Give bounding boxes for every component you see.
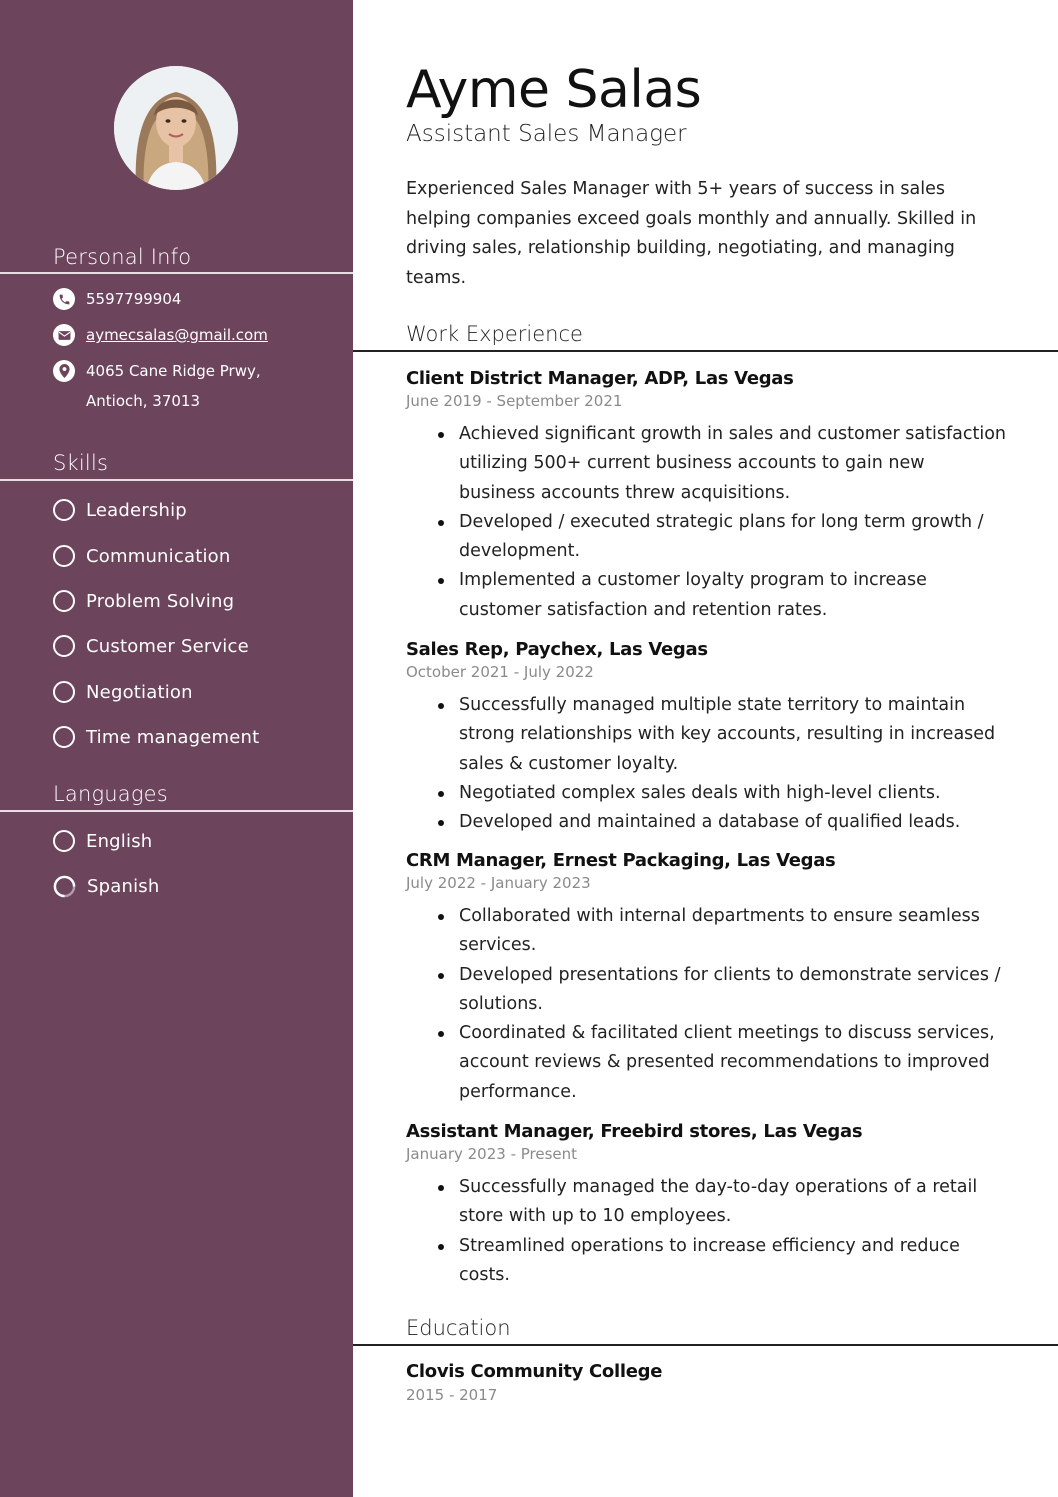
skill-label: Customer Service [86,635,249,657]
circle-icon [53,635,75,657]
phone-row [53,284,181,314]
job-dates: October 2021 - July 2022 [406,663,594,681]
circle-icon [53,499,75,521]
job-bullets [406,420,1006,625]
skills-heading: Skills [53,451,109,475]
job-bullet: Achieved significant growth in sales and customer satisfaction utilizing 500+ current business accounts to gain new business accounts threw acquisitions. [459,420,1006,508]
phone-text: 5597799904 [86,290,182,308]
job-bullet: Collaborated with internal departments to ensure seamless services. [459,902,1006,961]
circle-icon [53,681,75,703]
email-row [53,320,268,350]
skill-item [53,681,193,703]
language-label: Spanish [87,876,160,897]
job-bullets [406,1173,1006,1290]
job-bullet: Negotiated complex sales deals with high-level clients. [459,779,1006,808]
job-role: Sales Rep, Paychex, Las Vegas [406,639,708,660]
circle-icon [53,726,75,748]
skills-divider [0,479,353,481]
phone-icon [53,288,75,310]
job-role: Assistant Manager, Freebird stores, Las Vegas [406,1121,863,1142]
sidebar [0,0,353,1497]
job-bullet: Developed / executed strategic plans for long term growth / development. [459,508,1006,567]
address-text [86,356,261,416]
work-experience-heading: Work Experience [406,322,583,346]
circle-icon [53,545,75,567]
job-entry [406,638,1006,837]
circle-icon [53,830,75,852]
skill-label: Time management [86,726,260,748]
personal-info-heading: Personal Info [53,245,192,269]
address-line-1: 4065 Cane Ridge Prwy, [86,362,261,380]
job-role: Client District Manager, ADP, Las Vegas [406,368,794,389]
map-pin-icon [53,360,75,382]
partial-circle-icon [53,875,76,898]
skill-label: Problem Solving [86,590,235,612]
job-dates: January 2023 - Present [406,1145,578,1163]
language-label: English [86,830,153,852]
job-entry [406,849,1006,1107]
candidate-title: Assistant Sales Manager [406,121,687,147]
address-row [53,356,261,416]
languages-heading: Languages [53,782,168,806]
job-bullet: Implemented a customer loyalty program to increase customer satisfaction and retention rates. [459,566,1006,625]
job-dates: June 2019 - September 2021 [406,392,623,410]
skill-label: Negotiation [86,681,193,703]
skill-label: Leadership [86,499,187,521]
education-dates: 2015 - 2017 [406,1386,498,1404]
job-bullet: Successfully managed the day-to-day operations of a retail store with up to 10 employees. [459,1173,1006,1232]
skill-item [53,726,259,748]
job-dates: July 2022 - January 2023 [406,874,591,892]
personal-info-divider [0,272,353,274]
work-experience-divider [353,350,1058,352]
education-heading: Education [406,1316,511,1340]
job-bullets [406,902,1006,1107]
candidate-name: Ayme Salas [406,60,702,120]
job-bullet: Coordinated & facilitated client meetings to discuss services, account reviews & presented recommendations to improved performance. [459,1019,1006,1107]
job-bullet: Streamlined operations to increase efficiency and reduce costs. [459,1232,1006,1291]
language-item [53,875,159,898]
languages-divider [0,810,353,812]
skill-item [53,590,234,612]
circle-icon [53,590,75,612]
education-school: Clovis Community College [406,1361,663,1382]
job-role: CRM Manager, Ernest Packaging, Las Vegas [406,850,836,871]
job-bullet: Successfully managed multiple state territory to maintain strong relationships with key accounts, resulting in increased sales & customer loyalty. [459,691,1006,779]
job-bullet: Developed presentations for clients to demonstrate services / solutions. [459,961,1006,1020]
address-line-2: Antioch, 37013 [86,392,201,410]
avatar-portrait [114,66,238,190]
job-bullet: Developed and maintained a database of qualified leads. [459,808,1006,837]
job-entry [406,367,1006,625]
skill-item [53,635,249,657]
education-divider [353,1344,1058,1346]
envelope-icon [53,324,75,346]
avatar [114,66,238,190]
language-item [53,830,152,852]
skill-label: Communication [86,545,231,567]
summary-paragraph: Experienced Sales Manager with 5+ years of success in sales helping companies exceed goals monthly and annually. Skilled in driving sales, relationship building, negotiating, and managing teams. [406,179,977,288]
job-entry [406,1120,1006,1290]
skill-item [53,499,187,521]
email-link[interactable]: aymecsalas@gmail.com [86,326,268,344]
job-bullets [406,691,1006,837]
skill-item [53,545,230,567]
